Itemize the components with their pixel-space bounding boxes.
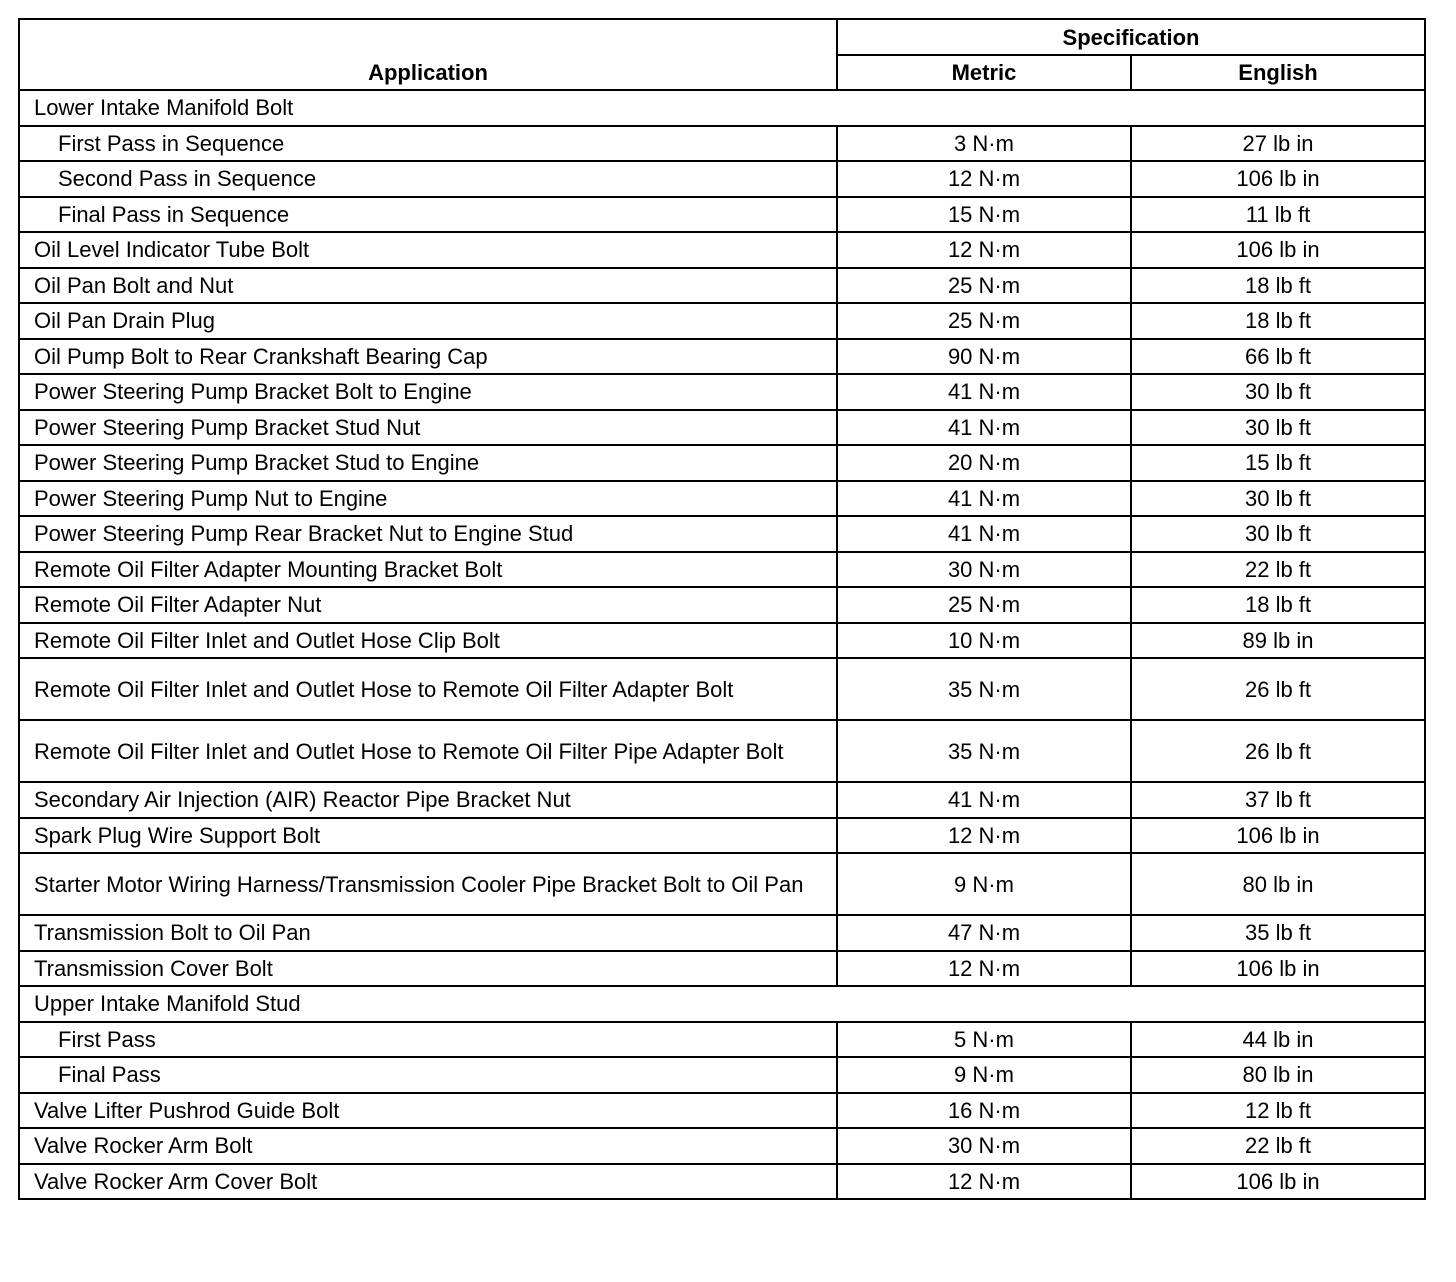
english-cell: 106 lb in — [1131, 161, 1425, 197]
table-row — [19, 161, 1425, 197]
table-row — [19, 552, 1425, 588]
metric-cell: 12 N·m — [837, 1164, 1131, 1200]
english-cell: 27 lb in — [1131, 126, 1425, 162]
table-row — [19, 951, 1425, 987]
metric-cell: 15 N·m — [837, 197, 1131, 233]
english-cell: 106 lb in — [1131, 951, 1425, 987]
english-cell: 30 lb ft — [1131, 410, 1425, 446]
table-body — [19, 90, 1425, 1199]
metric-cell: 41 N·m — [837, 374, 1131, 410]
table-row — [19, 445, 1425, 481]
application-cell: Power Steering Pump Nut to Engine — [19, 481, 837, 517]
application-cell: Second Pass in Sequence — [19, 161, 837, 197]
specification-header: Specification — [837, 19, 1425, 55]
english-cell: 35 lb ft — [1131, 915, 1425, 951]
application-cell: Power Steering Pump Bracket Stud Nut — [19, 410, 837, 446]
metric-cell: 47 N·m — [837, 915, 1131, 951]
english-cell: 26 lb ft — [1131, 720, 1425, 782]
group-label: Lower Intake Manifold Bolt — [19, 90, 1425, 126]
metric-cell: 10 N·m — [837, 623, 1131, 659]
table-row — [19, 1057, 1425, 1093]
english-cell: 106 lb in — [1131, 1164, 1425, 1200]
table-row — [19, 1022, 1425, 1058]
metric-cell: 41 N·m — [837, 782, 1131, 818]
english-cell: 30 lb ft — [1131, 481, 1425, 517]
english-cell: 80 lb in — [1131, 853, 1425, 915]
english-cell: 44 lb in — [1131, 1022, 1425, 1058]
metric-cell: 25 N·m — [837, 587, 1131, 623]
metric-cell: 25 N·m — [837, 268, 1131, 304]
metric-cell: 41 N·m — [837, 410, 1131, 446]
table-row — [19, 516, 1425, 552]
application-cell: Valve Rocker Arm Bolt — [19, 1128, 837, 1164]
english-cell: 12 lb ft — [1131, 1093, 1425, 1129]
table-row — [19, 303, 1425, 339]
metric-cell: 12 N·m — [837, 232, 1131, 268]
application-cell: First Pass — [19, 1022, 837, 1058]
metric-cell: 41 N·m — [837, 516, 1131, 552]
table-row — [19, 339, 1425, 375]
table-row — [19, 818, 1425, 854]
metric-cell: 12 N·m — [837, 818, 1131, 854]
application-cell: Remote Oil Filter Adapter Mounting Bracket Bolt — [19, 552, 837, 588]
metric-cell: 5 N·m — [837, 1022, 1131, 1058]
application-cell: Remote Oil Filter Adapter Nut — [19, 587, 837, 623]
application-cell: Oil Pan Drain Plug — [19, 303, 837, 339]
english-cell: 18 lb ft — [1131, 303, 1425, 339]
metric-cell: 12 N·m — [837, 951, 1131, 987]
application-cell: Remote Oil Filter Inlet and Outlet Hose to Remote Oil Filter Adapter Bolt — [19, 658, 837, 720]
english-cell: 106 lb in — [1131, 232, 1425, 268]
application-cell: Valve Rocker Arm Cover Bolt — [19, 1164, 837, 1200]
metric-cell: 30 N·m — [837, 1128, 1131, 1164]
table-row — [19, 197, 1425, 233]
application-cell: Remote Oil Filter Inlet and Outlet Hose to Remote Oil Filter Pipe Adapter Bolt — [19, 720, 837, 782]
english-cell: 26 lb ft — [1131, 658, 1425, 720]
application-header: Application — [19, 19, 837, 90]
application-cell: Power Steering Pump Bracket Stud to Engine — [19, 445, 837, 481]
metric-cell: 30 N·m — [837, 552, 1131, 588]
english-cell: 15 lb ft — [1131, 445, 1425, 481]
metric-cell: 35 N·m — [837, 720, 1131, 782]
table-row — [19, 1164, 1425, 1200]
table-row — [19, 268, 1425, 304]
table-row — [19, 374, 1425, 410]
table-row — [19, 410, 1425, 446]
application-cell: First Pass in Sequence — [19, 126, 837, 162]
english-cell: 18 lb ft — [1131, 587, 1425, 623]
table-row — [19, 853, 1425, 915]
application-cell: Oil Pan Bolt and Nut — [19, 268, 837, 304]
metric-cell: 9 N·m — [837, 1057, 1131, 1093]
application-cell: Power Steering Pump Bracket Bolt to Engine — [19, 374, 837, 410]
metric-cell: 20 N·m — [837, 445, 1131, 481]
application-cell: Transmission Cover Bolt — [19, 951, 837, 987]
metric-header: Metric — [837, 55, 1131, 90]
metric-cell: 25 N·m — [837, 303, 1131, 339]
metric-cell: 90 N·m — [837, 339, 1131, 375]
metric-cell: 35 N·m — [837, 658, 1131, 720]
group-row — [19, 986, 1425, 1022]
table-row — [19, 1093, 1425, 1129]
table-row — [19, 658, 1425, 720]
table-row — [19, 126, 1425, 162]
table-row — [19, 782, 1425, 818]
table-row — [19, 915, 1425, 951]
table-row — [19, 720, 1425, 782]
application-cell: Power Steering Pump Rear Bracket Nut to Engine Stud — [19, 516, 837, 552]
english-cell: 37 lb ft — [1131, 782, 1425, 818]
english-cell: 89 lb in — [1131, 623, 1425, 659]
application-cell: Valve Lifter Pushrod Guide Bolt — [19, 1093, 837, 1129]
english-cell: 66 lb ft — [1131, 339, 1425, 375]
application-cell: Final Pass in Sequence — [19, 197, 837, 233]
table-row — [19, 1128, 1425, 1164]
application-cell: Oil Level Indicator Tube Bolt — [19, 232, 837, 268]
english-cell: 30 lb ft — [1131, 516, 1425, 552]
application-cell: Starter Motor Wiring Harness/Transmission Cooler Pipe Bracket Bolt to Oil Pan — [19, 853, 837, 915]
application-cell: Oil Pump Bolt to Rear Crankshaft Bearing Cap — [19, 339, 837, 375]
english-cell: 11 lb ft — [1131, 197, 1425, 233]
metric-cell: 12 N·m — [837, 161, 1131, 197]
group-label: Upper Intake Manifold Stud — [19, 986, 1425, 1022]
metric-cell: 9 N·m — [837, 853, 1131, 915]
application-cell: Secondary Air Injection (AIR) Reactor Pipe Bracket Nut — [19, 782, 837, 818]
english-cell: 22 lb ft — [1131, 1128, 1425, 1164]
table-row — [19, 587, 1425, 623]
application-cell: Spark Plug Wire Support Bolt — [19, 818, 837, 854]
group-row — [19, 90, 1425, 126]
torque-spec-table — [18, 18, 1426, 1200]
english-header: English — [1131, 55, 1425, 90]
application-cell: Final Pass — [19, 1057, 837, 1093]
english-cell: 18 lb ft — [1131, 268, 1425, 304]
metric-cell: 41 N·m — [837, 481, 1131, 517]
metric-cell: 16 N·m — [837, 1093, 1131, 1129]
english-cell: 30 lb ft — [1131, 374, 1425, 410]
table-row — [19, 232, 1425, 268]
table-row — [19, 623, 1425, 659]
application-cell: Remote Oil Filter Inlet and Outlet Hose Clip Bolt — [19, 623, 837, 659]
english-cell: 22 lb ft — [1131, 552, 1425, 588]
application-cell: Transmission Bolt to Oil Pan — [19, 915, 837, 951]
metric-cell: 3 N·m — [837, 126, 1131, 162]
table-row — [19, 481, 1425, 517]
english-cell: 80 lb in — [1131, 1057, 1425, 1093]
english-cell: 106 lb in — [1131, 818, 1425, 854]
